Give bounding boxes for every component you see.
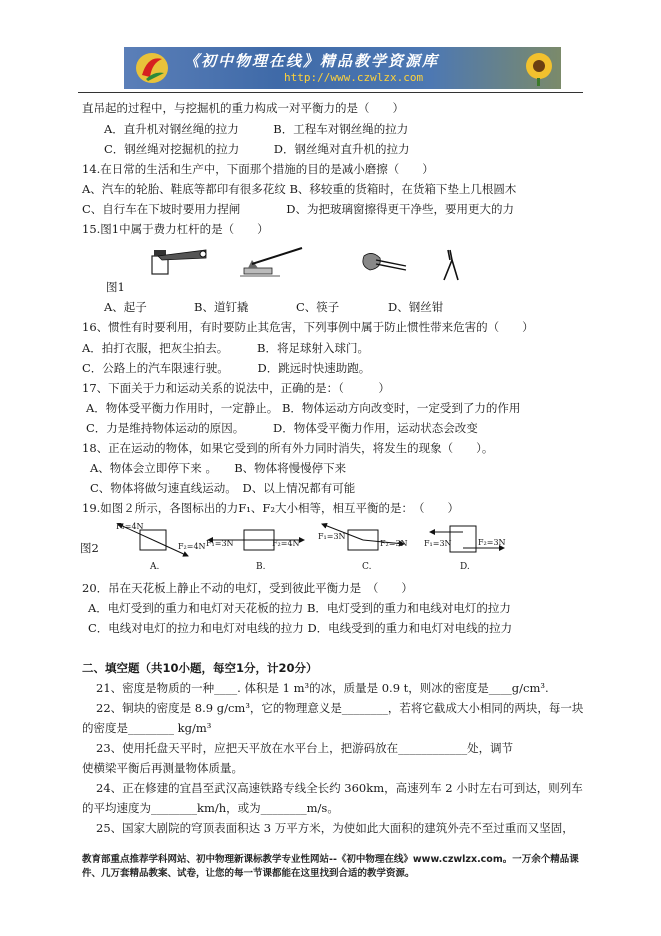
option-line: C、自行车在下坡时要用力捏闸 D、为把玻璃窗擦得更干净些，要用更大的力 (82, 202, 515, 216)
option-c: C、筷子 (296, 300, 340, 314)
option-line: C、物体将做匀速直线运动。 D、以上情况都有可能 (90, 481, 356, 495)
question-16: 16、惯性有时要利用，有时要防止其危害，下列事例中属于防止惯性带来危害的（ ） (82, 320, 534, 334)
figure-label-a: A. (150, 562, 160, 572)
option-line: A、物体会立即停下来 。 B、物体将慢慢停下来 (90, 461, 347, 475)
option-a: A、起子 (104, 300, 147, 314)
header-banner (124, 47, 561, 89)
header-title: 《初中物理在线》精品教学资源库 (184, 52, 440, 70)
site-logo-icon (134, 51, 170, 85)
option-b: B、道钉撬 (194, 300, 249, 314)
question-23: 23、使用托盘天平时，应把天平放在水平台上，把游码放在____________处，调节 (96, 741, 514, 755)
text-line: 的密度是________ kg/m³ (82, 721, 212, 735)
force-label: F₁=3N (206, 539, 234, 548)
option-line: C．电线对电灯的拉力和电灯对电线的拉力 D．电线受到的重力和电灯对电线的拉力 (88, 621, 513, 635)
option-line: C．公路上的汽车限速行驶。 D．跳远时快速助跑。 (82, 361, 371, 375)
footer-line: 件、几万套精品教案、试卷，让您的每一节课都能在这里找到合适的教学资源。 (82, 868, 415, 879)
page-footer (82, 853, 587, 881)
text-line: 使横梁平衡后再测量物体质量。 (82, 761, 243, 775)
text-line: 的平均速度为________km/h，或为________m/s。 (82, 801, 339, 815)
figure-1-label: 图1 (106, 280, 125, 294)
force-label: F₂=3N (478, 538, 506, 547)
wire-pliers-figure (436, 248, 466, 282)
figure-2-label: 图2 (80, 541, 99, 555)
question-22: 22、铜块的密度是 8.9 g/cm³，它的物理意义是________，若将它截成大小相同的两块，每一块 (96, 701, 584, 715)
option-line: C．钢丝绳对挖掘机的拉力 D．钢丝绳对直升机的拉力 (104, 142, 410, 156)
force-label: F₁=3N (424, 539, 452, 548)
option-line: C．力是维持物体运动的原因。 D．物体受平衡力作用，运动状态会改变 (86, 421, 478, 435)
text-line: 直吊起的过程中，与挖掘机的重力构成一对平衡力的是（ ） (82, 101, 404, 115)
force-label: F₂=4N (272, 539, 300, 548)
bottle-opener-figure (148, 246, 210, 276)
force-label: F₁=4N (116, 522, 144, 531)
chopsticks-figure (352, 246, 408, 278)
option-line: A．电灯受到的重力和电灯对天花板的拉力 B．电灯受到的重力和电线对电灯的拉力 (88, 601, 511, 615)
option-line: A．直升机对钢丝绳的拉力 B．工程车对钢丝绳的拉力 (104, 122, 409, 136)
header-url[interactable]: http://www.czwlzx.com (284, 71, 424, 84)
option-line: A．拍打衣服，把灰尘拍去。 B．将足球射入球门。 (82, 341, 370, 355)
force-label: F₁=3N (318, 532, 346, 541)
question-21: 21、密度是物质的一种____. 体积是 1 m³的冰，质量是 0.9 t，则冰的密度是____g/cm³. (96, 681, 549, 695)
figure-label-b: B. (256, 562, 266, 572)
spike-crowbar-figure (240, 246, 306, 278)
sunflower-icon (517, 50, 557, 86)
question-25: 25、国家大剧院的穹顶表面积达 3 万平方米，为使如此大面积的建筑外壳不至过重而又坚固， (96, 821, 574, 835)
option-d: D、钢丝钳 (388, 300, 444, 314)
header-rule (78, 92, 583, 93)
figure-label-d: D. (460, 562, 470, 572)
question-15: 15.图1中属于费力杠杆的是（ ） (82, 222, 269, 236)
question-17: 17、下面关于力和运动关系的说法中，正确的是：（ ） (82, 381, 390, 395)
force-diagram-figure (104, 520, 514, 570)
footer-line: 教育部重点推荐学科网站、初中物理新课标教学专业性网站--《初中物理在线》www.czwlzx.com。一万余个精品课 (82, 854, 579, 865)
question-20: 20．吊在天花板上静止不动的电灯，受到彼此平衡力是 （ ） (82, 581, 413, 595)
force-label: F₂=3N (380, 539, 408, 548)
question-19: 19.如图２所示，各图标出的力F₁、F₂大小相等，相互平衡的是： （ ） (82, 501, 459, 515)
figure-label-c: C. (362, 562, 372, 572)
force-label: F₂=4N (178, 542, 206, 551)
option-line: A、汽车的轮胎、鞋底等都印有很多花纹 B、移较重的货箱时，在货箱下垫上几根圆木 (82, 182, 517, 196)
section-heading: 二、填空题（共10小题，每空1分，计20分） (82, 661, 318, 675)
question-18: 18、正在运动的物体，如果它受到的所有外力同时消失，将发生的现象（ ）。 (82, 441, 494, 455)
question-24: 24、正在修建的宜昌至武汉高速铁路专线全长约 360km，高速列车 2 小时左右可到达，则列车 (96, 781, 583, 795)
question-14: 14.在日常的生活和生产中，下面那个措施的目的是减小磨擦（ ） (82, 162, 434, 176)
option-line: A．物体受平衡力作用时，一定静止。 B．物体运动方向改变时，一定受到了力的作用 (86, 401, 521, 415)
